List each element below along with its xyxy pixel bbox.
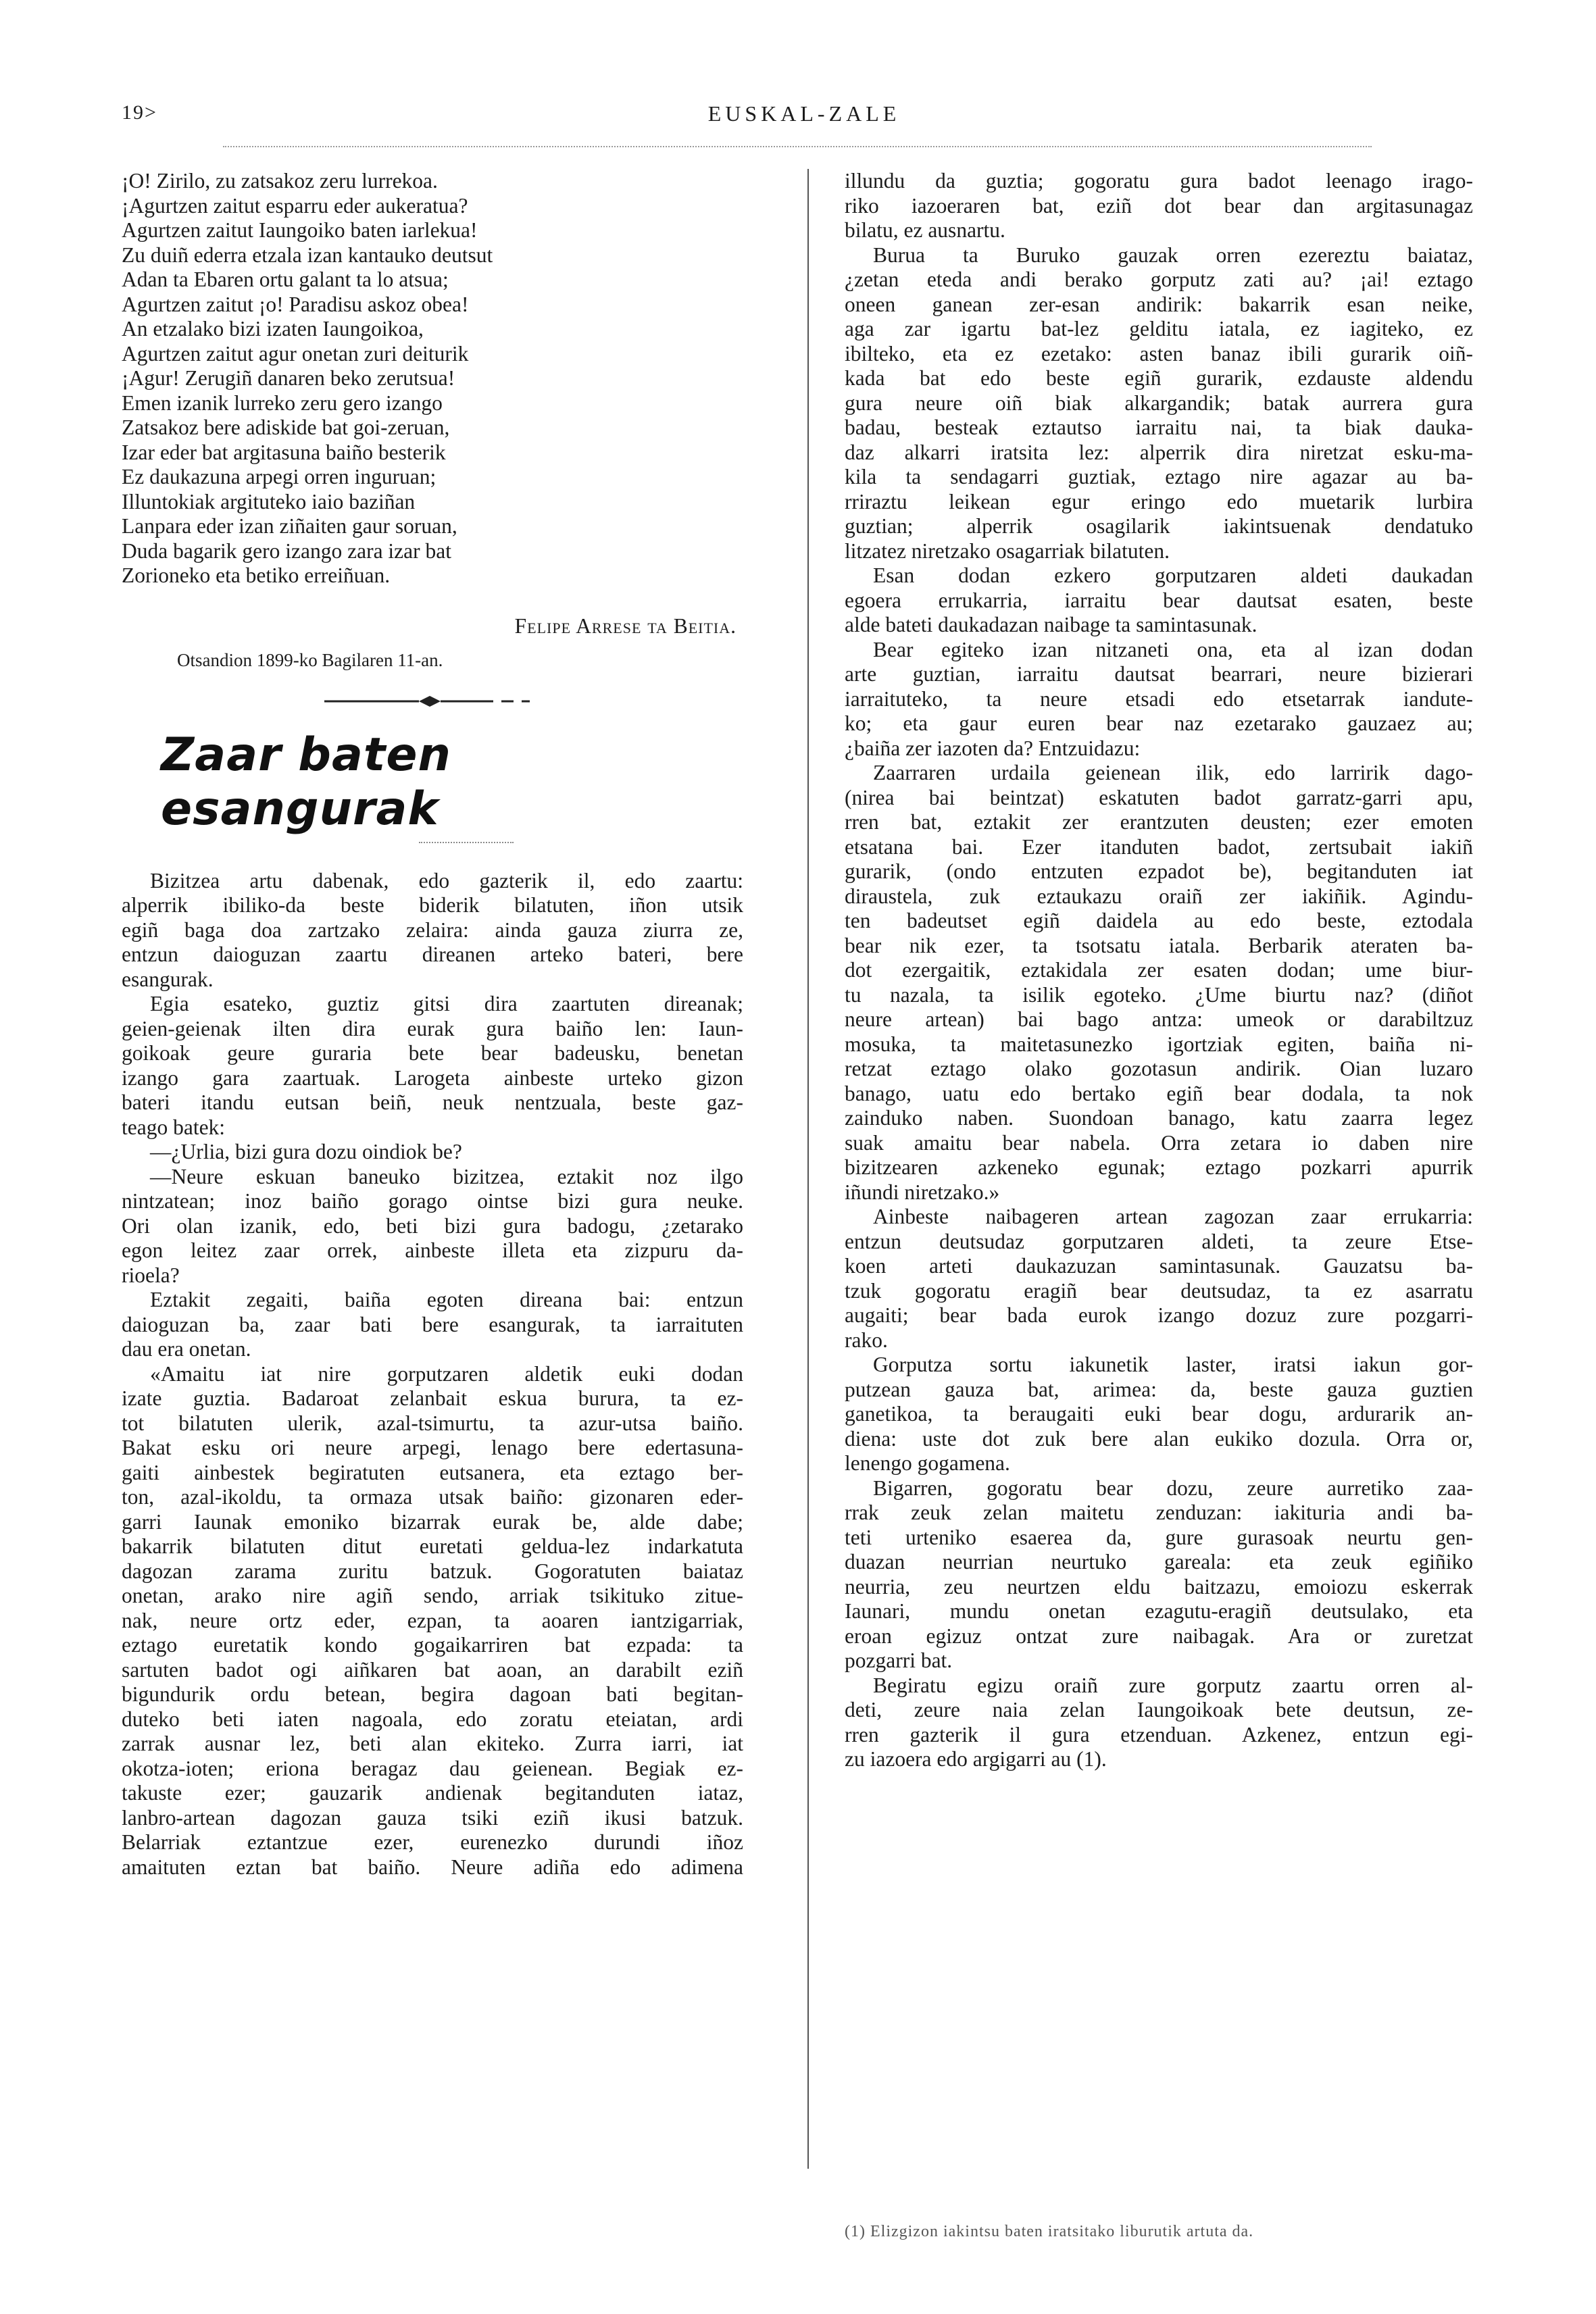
text-line: zu iazoera edo argigarri au (1). xyxy=(845,1747,1107,1771)
text-line: retzat eztago olako gozotasun andirik. Oian luzaro xyxy=(845,1057,1473,1080)
text-line: mosuka, ta maitetasunezko igortziak egiten, baiña ni- xyxy=(845,1032,1473,1056)
section-ornament xyxy=(122,693,743,713)
text-line: Bigarren, gogoratu bear dozu, zeure aurretiko zaa- xyxy=(873,1476,1473,1500)
column-divider xyxy=(807,169,809,2169)
text-line: kila ta sendagarri guztiak, eztago nire agazar au ba- xyxy=(845,465,1473,488)
poem-line: Zu duiñ ederra etzala izan kantauko deutsut xyxy=(122,243,493,267)
text-line: bizitzearen azkeneko egunak; eztago pozkarri apurrik xyxy=(845,1155,1473,1179)
text-line: Bakat esku ori neure arpegi, lenago bere edertasuna- xyxy=(122,1436,743,1459)
text-line: badau, besteak eztautso iarraitu nai, ta biak dauka- xyxy=(845,416,1473,439)
poem-line: Adan ta Ebaren ortu galant ta lo atsua; xyxy=(122,268,449,291)
text-line: diena: uste dot zuk bere alan eukiko dozula. Orra or, xyxy=(845,1426,1473,1451)
title-rule xyxy=(122,836,743,850)
text-line: ¿baiña zer iazoten da? Entzuidazu: xyxy=(845,736,1141,760)
poem-line: Zorioneko eta betiko erreiñuan. xyxy=(122,563,391,587)
text-line: —¿Urlia, bizi gura dozu oindiok be? xyxy=(150,1140,462,1163)
text-line: daioguzan ba, zaar bati bere esangurak, ta iarraituten xyxy=(122,1312,743,1336)
text-line: amaituten eztan bat baiño. Neure adiña edo adimena xyxy=(122,1855,743,1879)
text-line: (nirea bai beintzat) eskatuten badot garratz-garri apu, xyxy=(845,785,1473,809)
right-column xyxy=(845,169,1473,1772)
text-line: nintzatean; inoz baiño gorago ointse bizi gura neuke. xyxy=(122,1189,743,1213)
text-line: eztago euretatik kondo gogaikarriren bat ezpada: ta xyxy=(122,1633,743,1657)
text-line: Eztakit zegaiti, baiña egoten direana bai: entzun xyxy=(150,1288,743,1311)
text-line: bilatu, ez ausnartu. xyxy=(845,218,1005,242)
text-line: rren gazterik il gura etzenduan. Azkenez, entzun egi- xyxy=(845,1722,1473,1746)
text-line: koen arteti daukazuzan samintasunak. Gauzatsu ba- xyxy=(845,1254,1473,1278)
text-line: teago batek: xyxy=(122,1115,226,1139)
text-line: izango gara zaartuak. Larogeta ainbeste urteko gizon xyxy=(122,1065,743,1090)
text-line: —Neure eskuan baneuko bizitzea, eztakit noz ilgo xyxy=(150,1164,743,1188)
text-line: rrak zeuk zelan maitetu zenduzan: iakituria andi ba- xyxy=(845,1501,1473,1524)
text-line: garri Iaunak emoniko bizarrak eurak be, alde dabe; xyxy=(122,1509,743,1534)
poem-line: Agurtzen zaitut Iaungoiko baten iarlekua! xyxy=(122,218,478,242)
poem-line: Agurtzen zaitut ¡o! Paradisu askoz obea! xyxy=(122,292,469,316)
text-line: deti, zeure naia zelan Iaungoikoak bete deutsun, ze- xyxy=(845,1698,1473,1721)
poem-line: ¡O! Zirilo, zu zatsakoz zeru lurrekoa. xyxy=(122,169,438,193)
text-line: Egia esateko, guztiz gitsi dira zaartuten direanak; xyxy=(150,992,743,1015)
text-line: dau era onetan. xyxy=(122,1337,251,1361)
text-line: esangurak. xyxy=(122,967,214,991)
text-line: Zaarraren urdaila geienean ilik, edo larririk dago- xyxy=(873,761,1473,784)
text-line: bigundurik ordu betean, begira dagoan bati begitan- xyxy=(122,1682,743,1706)
text-line: iarraituteko, ta neure etsadi edo etsetarrak iandute- xyxy=(845,686,1473,711)
text-line: gaiti ainbestek begiratuten eutsanera, eta eztago ber- xyxy=(122,1460,743,1484)
text-line: gura neure oiñ biak alkargandik; batak aurrera gura xyxy=(845,391,1473,415)
text-line: okotza-ioten; eriona beragaz dau geienean. Begiak ez- xyxy=(122,1756,743,1780)
article-text-right xyxy=(845,169,1473,1772)
text-line: guztian; alperrik osagilarik iakintsuenak dendatuko xyxy=(845,514,1473,538)
poem-line: ¡Agur! Zerugiñ danaren beko zerutsua! xyxy=(122,366,455,390)
text-line: ko; eta gaur euren bear naz ezetarako gauzaez au; xyxy=(845,711,1473,735)
text-line: pozgarri bat. xyxy=(845,1649,953,1672)
text-line: duazan neurrian neurtuko gareala: eta zeuk egiñiko xyxy=(845,1550,1473,1574)
text-line: onetan, arako nire agiñ sendo, arriak tsikituko zitue- xyxy=(122,1584,743,1607)
poem-line: Duda bagarik gero izango zara izar bat xyxy=(122,538,451,563)
poem-signature: Felipe Arrese ta Beitia. xyxy=(514,613,737,638)
text-line: neurria, zeu neurtzen eldu baitzazu, emoiozu eskerrak xyxy=(845,1574,1473,1599)
text-line: riko iazoeraren bat, eziñ dot bear dan argitasunagaz xyxy=(845,193,1473,218)
text-line: Bear egiteko izan nitzaneti ona, eta al izan dodan xyxy=(873,637,1473,661)
text-line: oneen ganean zer-esan andirik: bakarrik esan neike, xyxy=(845,292,1473,316)
text-line: kada bat edo beste egiñ gurarik, ezdauste aldendu xyxy=(845,366,1473,390)
text-line: ton, azal-ikoldu, ta ormaza utsak baiño: gizonaren eder- xyxy=(122,1485,743,1509)
poem-line: Izar eder bat argitasuna baiño besterik xyxy=(122,440,446,464)
text-line: rako. xyxy=(845,1328,888,1352)
text-line: diraustela, zuk eztaukazu oraiñ zer iakiñik. Agindu- xyxy=(845,884,1473,908)
text-line: geien-geienak ilten dira eurak gura baiño len: Iaun- xyxy=(122,1016,743,1040)
text-line: neure artean) bai bago antza: umeok or darabiltzuz xyxy=(845,1007,1473,1031)
text-line: lanbro-artean dagozan gauza tsiki eziñ ikusi batzuk. xyxy=(122,1805,743,1830)
poem-line: Emen izanik lurreko zeru gero izango xyxy=(122,391,443,415)
text-line: Gorputza sortu iakunetik laster, iratsi iakun gor- xyxy=(873,1353,1473,1376)
text-line: Burua ta Buruko gauzak orren ezereztu baiataz, xyxy=(873,243,1473,267)
text-line: ibilteko, eta ez ezetako: asten banaz ibili gurarik oiñ- xyxy=(845,341,1473,366)
article-title: Zaar baten esangurak xyxy=(161,728,451,836)
text-line: rriraztu leikean egur eringo edo muetarik lurbira xyxy=(845,489,1473,513)
text-line: egon leitez zaar orrek, ainbeste illeta eta zizpuru da- xyxy=(122,1238,743,1262)
text-line: tu nazala, ta isilik egoteko. ¿Ume biurtu naz? (diñot xyxy=(845,982,1473,1007)
poem-line: Illuntokiak argituteko iaio baziñan xyxy=(122,489,416,513)
text-line: putzean gauza bat, arimea: da, beste gauza guztien xyxy=(845,1377,1473,1401)
text-line: arte guztian, iarraitu dautsat bearrari, neure bizierari xyxy=(845,662,1473,686)
running-title: EUSKAL-ZALE xyxy=(707,101,901,126)
text-line: rren bat, eztakit zer erantzuten deusten; ezer emoten xyxy=(845,810,1473,834)
poem-line: Lanpara eder izan ziñaiten gaur soruan, xyxy=(122,514,457,538)
text-line: iñundi niretzako.» xyxy=(845,1180,1000,1204)
text-line: Bizitzea artu dabenak, edo gazterik il, edo zaartu: xyxy=(150,868,743,892)
text-line: bakarrik bilatuten ditut euretati geldua-lez indarkatuta xyxy=(122,1534,743,1558)
text-line: entzun deutsudaz gorputzaren aldeti, ta zeure Etse- xyxy=(845,1229,1473,1253)
poem-line: Agurtzen zaitut agur onetan zuri deiturik xyxy=(122,341,469,366)
page-header xyxy=(122,101,1487,142)
text-line: ten badeutset egiñ daidela au edo beste, eztodala xyxy=(845,909,1473,932)
text-line: Ori olan izanik, edo, beti bizi gura badogu, ¿zetarako xyxy=(122,1213,743,1238)
text-line: tzuk gogoratu eragiñ bear deutsudaz, ta ez asarratu xyxy=(845,1278,1473,1303)
text-line: «Amaitu iat nire gorputzaren aldetik euki dodan xyxy=(150,1361,743,1386)
text-line: egoera errukarria, iarraitu bear dautsat esaten, beste xyxy=(845,588,1473,612)
poem-line: Zatsakoz bere adiskide bat goi-zeruan, xyxy=(122,416,450,439)
poem-line: ¡Agurtzen zaitut esparru eder aukeratua? xyxy=(122,193,468,218)
left-column xyxy=(122,169,743,1880)
text-line: suak amaitu bear nabela. Orra zetara io daben nire xyxy=(845,1130,1473,1155)
text-line: Iaunari, mundu onetan ezagutu-eragiñ deutsulako, eta xyxy=(845,1599,1473,1623)
text-line: etsatana bai. Ezer itanduten badot, zertsubait iakiñ xyxy=(845,834,1473,859)
text-line: Belarriak eztantzue ezer, eurenezko durundi iñoz xyxy=(122,1830,743,1854)
text-line: takuste ezer; gauzarik andienak begitanduten iataz, xyxy=(122,1781,743,1805)
text-line: entzun daioguzan zaartu direanen arteko bateri, bere xyxy=(122,942,743,966)
poem xyxy=(122,169,743,588)
text-line: nak, neure ortz eder, ezpan, ta aoaren iantzigarriak, xyxy=(122,1608,743,1632)
text-line: Begiratu egizu oraiñ zure gorputz zaartu orren al- xyxy=(873,1673,1473,1697)
text-line: duteko beti iaten nagoala, edo zoratu eteiatan, ardi xyxy=(122,1707,743,1731)
text-line: alde bateti daukadazan naibage ta samintasunak. xyxy=(845,613,1257,636)
text-line: eroan egizuz ontzat zure naibagak. Ara or zuretzat xyxy=(845,1624,1473,1648)
text-line: alperrik ibiliko-da beste biderik bilatuten, iñon utsik xyxy=(122,893,743,917)
text-line: gurarik, (ondo entzuten ezpadot be), begitanduten iat xyxy=(845,859,1473,883)
text-line: ¿zetan eteda andi berako gorputz zati au? ¡ai! eztago xyxy=(845,268,1473,291)
text-line: ganetikoa, ta beraugaiti euki bear dogu, ardurarik an- xyxy=(845,1402,1473,1426)
text-line: aga zar igartu bat-lez gelditu iatala, ez iagiteko, ez xyxy=(845,317,1473,341)
poem-line: Ez daukazuna arpegi orren inguruan; xyxy=(122,465,437,488)
text-line: teti urteniko esaerea da, gure gurasoak neurtu gen- xyxy=(845,1525,1473,1549)
text-line: Esan dodan ezkero gorputzaren aldeti daukadan xyxy=(873,563,1473,587)
text-line: sartuten badot ogi aiñkaren bat aoan, an darabilt eziñ xyxy=(122,1657,743,1682)
text-line: Ainbeste naibageren artean zagozan zaar errukarria: xyxy=(873,1205,1473,1228)
text-line: illundu da guztia; gogoratu gura badot leenago irago- xyxy=(845,169,1473,193)
text-line: litzatez niretzako osagarriak bilatuten. xyxy=(845,538,1170,563)
text-line: lenengo gogamena. xyxy=(845,1451,1010,1475)
text-line: bateri itandu eutsan beiñ, neuk nentzuala, beste gaz- xyxy=(122,1090,743,1114)
text-line: banago, uatu edo bertako egiñ bear dodala, ta nok xyxy=(845,1081,1473,1105)
text-line: izate guztia. Badaroat zelanbait eskua burura, ta ez- xyxy=(122,1386,743,1410)
poem-line: An etzalako bizi izaten Iaungoikoa, xyxy=(122,317,424,341)
text-line: egiñ baga doa zartzako zelaira: ainda gauza ziurra ze, xyxy=(122,917,743,942)
text-line: dot ezergaitik, eztakidala zer esaten dodan; ume biur- xyxy=(845,958,1473,982)
text-line: goikoak geure guraria bete bear badeusku, benetan xyxy=(122,1041,743,1065)
text-line: zainduko naben. Suondoan banago, katu zaarra legez xyxy=(845,1106,1473,1130)
page-number: 19> xyxy=(122,101,157,124)
text-line: tot bilatuten ulerik, azal-tsimurtu, ta azur-utsa baiño. xyxy=(122,1411,743,1435)
text-line: zarrak ausnar lez, beti alan ekiteko. Zurra iarri, iat xyxy=(122,1732,743,1755)
poem-dateline: Otsandion 1899-ko Bagilaren 11-an. xyxy=(177,650,443,670)
text-line: rioela? xyxy=(122,1263,180,1287)
article-text-left xyxy=(122,869,743,1880)
text-line: bear nik ezer, ta tsotsatu iatala. Berbarik ateraten ba- xyxy=(845,933,1473,957)
header-rule xyxy=(223,146,1372,147)
text-line: augaiti; bear bada eurok izango dozuz zure pozgarri- xyxy=(845,1303,1473,1327)
footnote: (1) Elizgizon iakintsu baten iratsitako liburutik artuta da. xyxy=(845,2223,1254,2240)
text-line: dagozan zarama zuritu batzuk. Gogoratuten baiataz xyxy=(122,1559,743,1583)
text-line: daz alkarri iratsita lez: alperrik dira niretzat esku-ma- xyxy=(845,440,1473,464)
